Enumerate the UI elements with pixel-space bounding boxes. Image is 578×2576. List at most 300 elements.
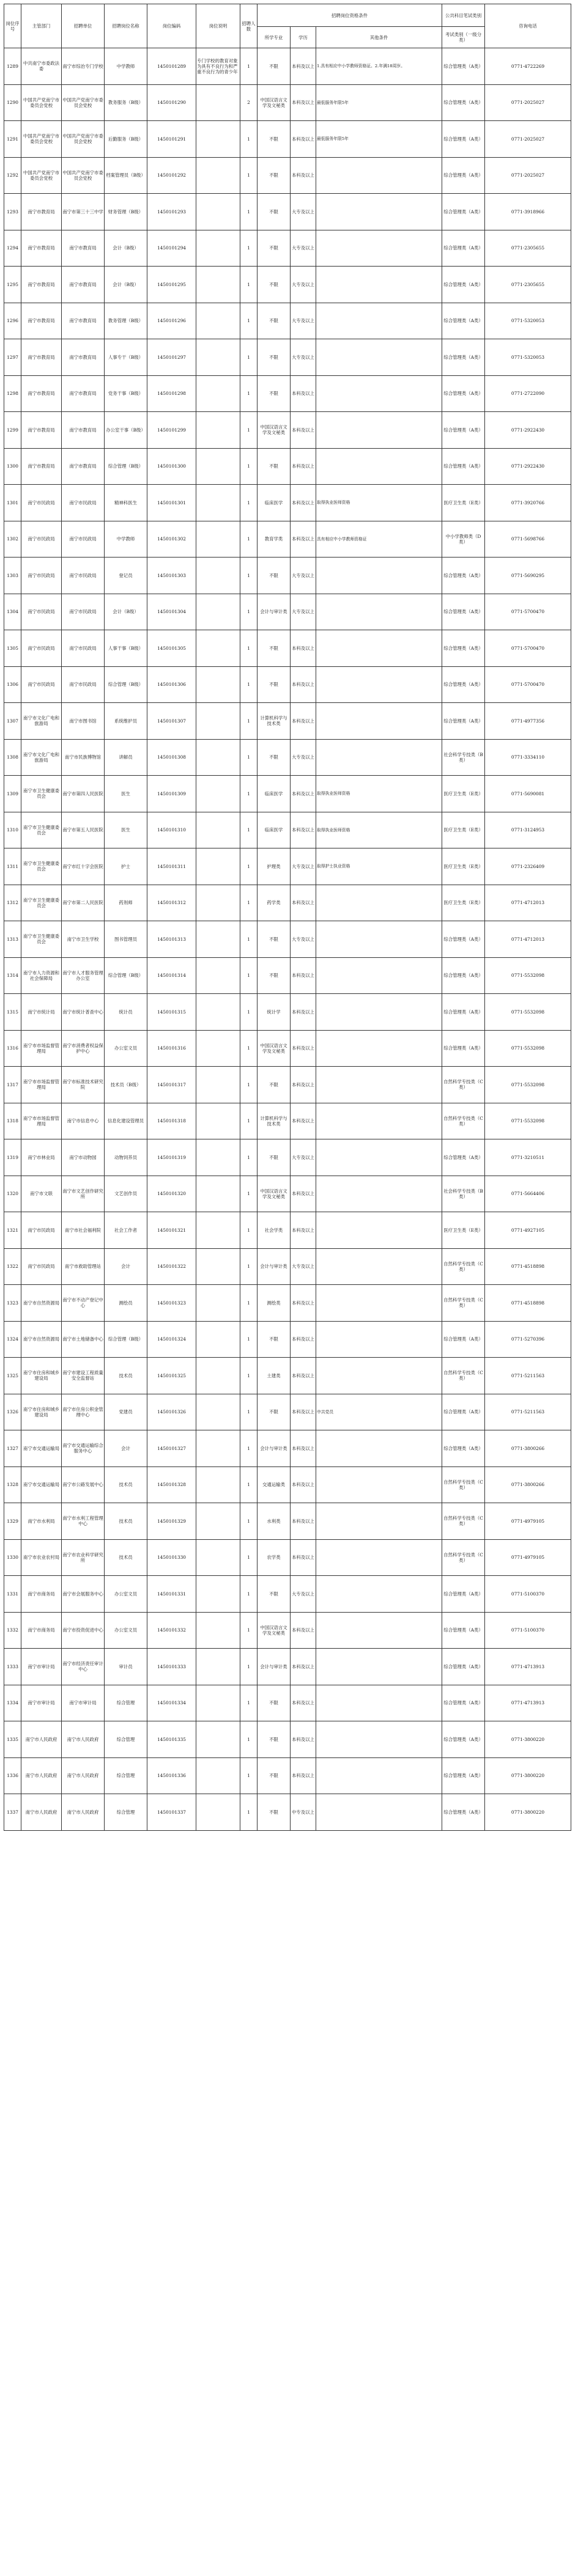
cell-desc xyxy=(196,1649,240,1685)
table-row xyxy=(4,703,571,740)
cell-major: 不限 xyxy=(258,157,291,194)
cell-post: 人事专干（B级） xyxy=(105,339,147,376)
cell-phone: 0771-5700470 xyxy=(485,630,571,667)
cell-post: 会计（B级） xyxy=(105,230,147,267)
cell-num: 1 xyxy=(240,1539,258,1576)
cell-phone: 0771-2722090 xyxy=(485,375,571,412)
cell-edu: 大专及以上 xyxy=(291,194,316,230)
table-row xyxy=(4,1176,571,1212)
cell-dept: 南宁市交通运输局 xyxy=(21,1466,62,1503)
table-header xyxy=(4,4,571,48)
cell-phone: 0771-4713913 xyxy=(485,1649,571,1685)
cell-phone: 0771-2305655 xyxy=(485,230,571,267)
cell-desc xyxy=(196,812,240,848)
cell-num: 1 xyxy=(240,558,258,594)
cell-exam: 综合管理类（A类） xyxy=(442,194,485,230)
cell-desc xyxy=(196,1103,240,1139)
cell-seq: 1294 xyxy=(4,230,21,267)
cell-edu: 大专及以上 xyxy=(291,594,316,630)
cell-dept: 南宁市民政局 xyxy=(21,1212,62,1249)
cell-major: 临床医学 xyxy=(258,812,291,848)
cell-code: 1450101322 xyxy=(147,1248,196,1285)
cell-other xyxy=(316,1757,442,1794)
cell-major: 不限 xyxy=(258,48,291,85)
cell-major: 不限 xyxy=(258,267,291,303)
cell-desc xyxy=(196,630,240,667)
cell-desc xyxy=(196,885,240,921)
cell-num: 1 xyxy=(240,339,258,376)
cell-num: 1 xyxy=(240,1430,258,1467)
cell-post: 办公室文员 xyxy=(105,1030,147,1067)
cell-unit: 南宁市教育局 xyxy=(62,267,105,303)
cell-dept: 南宁市教育局 xyxy=(21,230,62,267)
cell-post: 综合管理（B级） xyxy=(105,666,147,703)
header-seq: 岗位序号 xyxy=(4,4,21,48)
header-code: 岗位编码 xyxy=(147,4,196,48)
header-edu: 学历 xyxy=(291,27,316,48)
cell-desc xyxy=(196,485,240,521)
cell-dept: 南宁市自然资源局 xyxy=(21,1321,62,1358)
cell-desc xyxy=(196,1576,240,1613)
cell-other xyxy=(316,1576,442,1613)
cell-post: 讲解员 xyxy=(105,739,147,776)
cell-edu: 大专及以上 xyxy=(291,303,316,339)
cell-phone: 0771-4712013 xyxy=(485,921,571,958)
cell-num: 1 xyxy=(240,1794,258,1831)
cell-num: 2 xyxy=(240,84,258,121)
cell-major: 不限 xyxy=(258,1576,291,1613)
cell-dept: 南宁市教育局 xyxy=(21,339,62,376)
cell-major: 不限 xyxy=(258,921,291,958)
cell-unit: 南宁市社会福利院 xyxy=(62,1212,105,1249)
cell-seq: 1326 xyxy=(4,1394,21,1430)
cell-edu: 本科及以上 xyxy=(291,1685,316,1721)
cell-phone: 0771-3918966 xyxy=(485,194,571,230)
table-row xyxy=(4,1721,571,1758)
cell-seq: 1325 xyxy=(4,1358,21,1394)
cell-desc xyxy=(196,739,240,776)
cell-other xyxy=(316,1030,442,1067)
cell-major: 药学类 xyxy=(258,885,291,921)
cell-seq: 1314 xyxy=(4,957,21,994)
cell-unit: 南宁市红十字会医院 xyxy=(62,848,105,885)
cell-unit: 南宁市第三十三中学 xyxy=(62,194,105,230)
cell-other: 取得护士执业资格 xyxy=(316,848,442,885)
cell-num: 1 xyxy=(240,521,258,558)
cell-desc xyxy=(196,1539,240,1576)
cell-edu: 本科及以上 xyxy=(291,1212,316,1249)
cell-post: 测绘员 xyxy=(105,1285,147,1322)
cell-other xyxy=(316,994,442,1031)
cell-code: 1450101306 xyxy=(147,666,196,703)
cell-desc xyxy=(196,339,240,376)
cell-dept: 南宁市水利局 xyxy=(21,1503,62,1540)
table-row xyxy=(4,1394,571,1430)
cell-phone: 0771-4977356 xyxy=(485,703,571,740)
cell-post: 党建员 xyxy=(105,1394,147,1430)
cell-seq: 1295 xyxy=(4,267,21,303)
cell-dept: 南宁市统计局 xyxy=(21,994,62,1031)
cell-dept: 南宁市教育局 xyxy=(21,194,62,230)
cell-desc xyxy=(196,1394,240,1430)
table-row xyxy=(4,739,571,776)
cell-num: 1 xyxy=(240,1176,258,1212)
cell-post: 技术员 xyxy=(105,1539,147,1576)
cell-desc xyxy=(196,703,240,740)
table-row xyxy=(4,412,571,449)
cell-phone: 0771-4722269 xyxy=(485,48,571,85)
cell-phone: 0771-5320053 xyxy=(485,303,571,339)
cell-exam: 综合管理类（A类） xyxy=(442,412,485,449)
cell-code: 1450101337 xyxy=(147,1794,196,1831)
cell-phone: 0771-5664406 xyxy=(485,1176,571,1212)
cell-code: 1450101336 xyxy=(147,1757,196,1794)
cell-num: 1 xyxy=(240,848,258,885)
cell-desc xyxy=(196,1285,240,1322)
cell-dept: 南宁市文化广电和旅游局 xyxy=(21,739,62,776)
cell-num: 1 xyxy=(240,1103,258,1139)
cell-dept: 南宁市民政局 xyxy=(21,1248,62,1285)
cell-phone: 0771-5211563 xyxy=(485,1358,571,1394)
cell-unit: 南宁市投资促进中心 xyxy=(62,1612,105,1649)
cell-post: 会计（B级） xyxy=(105,267,147,303)
cell-phone: 0771-5698766 xyxy=(485,521,571,558)
cell-edu: 大专及以上 xyxy=(291,339,316,376)
cell-post: 综合管理 xyxy=(105,1757,147,1794)
cell-unit: 中国共产党南宁市委员会党校 xyxy=(62,121,105,158)
cell-num: 1 xyxy=(240,1503,258,1540)
cell-code: 1450101290 xyxy=(147,84,196,121)
cell-desc xyxy=(196,848,240,885)
cell-code: 1450101303 xyxy=(147,558,196,594)
cell-unit: 南宁市统计普查中心 xyxy=(62,994,105,1031)
cell-post: 医生 xyxy=(105,776,147,812)
cell-dept: 南宁市教育局 xyxy=(21,412,62,449)
cell-major: 护理类 xyxy=(258,848,291,885)
cell-post: 医生 xyxy=(105,812,147,848)
cell-dept: 南宁市民政局 xyxy=(21,485,62,521)
cell-exam: 综合管理类（A类） xyxy=(442,84,485,121)
cell-dept: 中国共产党南宁市委员会党校 xyxy=(21,121,62,158)
cell-major: 中国汉语言文学及文秘类 xyxy=(258,1176,291,1212)
cell-other xyxy=(316,1685,442,1721)
cell-major: 不限 xyxy=(258,303,291,339)
cell-unit: 南宁市教育局 xyxy=(62,303,105,339)
cell-seq: 1333 xyxy=(4,1649,21,1685)
cell-desc xyxy=(196,303,240,339)
cell-other xyxy=(316,1285,442,1322)
cell-seq: 1327 xyxy=(4,1430,21,1467)
cell-exam: 医疗卫生类（E类） xyxy=(442,885,485,921)
cell-dept: 南宁市民政局 xyxy=(21,594,62,630)
cell-exam: 综合管理类（A类） xyxy=(442,267,485,303)
table-row xyxy=(4,594,571,630)
cell-exam: 社会科学专技类（B类） xyxy=(442,739,485,776)
cell-phone: 0771-5270396 xyxy=(485,1321,571,1358)
cell-desc xyxy=(196,957,240,994)
cell-seq: 1323 xyxy=(4,1285,21,1322)
cell-seq: 1313 xyxy=(4,921,21,958)
cell-num: 1 xyxy=(240,157,258,194)
cell-seq: 1324 xyxy=(4,1321,21,1358)
cell-other xyxy=(316,703,442,740)
cell-num: 1 xyxy=(240,303,258,339)
cell-edu: 本科及以上 xyxy=(291,157,316,194)
cell-code: 1450101314 xyxy=(147,957,196,994)
cell-dept: 南宁市卫生健康委员会 xyxy=(21,921,62,958)
cell-desc xyxy=(196,1466,240,1503)
cell-code: 1450101307 xyxy=(147,703,196,740)
cell-post: 药剂师 xyxy=(105,885,147,921)
cell-seq: 1291 xyxy=(4,121,21,158)
cell-phone: 0771-4979105 xyxy=(485,1539,571,1576)
cell-unit: 南宁市消费者权益保护中心 xyxy=(62,1030,105,1067)
cell-edu: 本科及以上 xyxy=(291,666,316,703)
cell-unit: 南宁市图书馆 xyxy=(62,703,105,740)
cell-desc xyxy=(196,666,240,703)
cell-num: 1 xyxy=(240,194,258,230)
cell-dept: 南宁市林业局 xyxy=(21,1139,62,1176)
cell-exam: 综合管理类（A类） xyxy=(442,1794,485,1831)
cell-other: 最低服务年限5年 xyxy=(316,121,442,158)
cell-major: 不限 xyxy=(258,1321,291,1358)
cell-code: 1450101311 xyxy=(147,848,196,885)
cell-dept: 南宁市人力资源和社会保障局 xyxy=(21,957,62,994)
cell-post: 综合管理 xyxy=(105,1794,147,1831)
cell-desc xyxy=(196,558,240,594)
cell-phone: 0771-5100370 xyxy=(485,1612,571,1649)
cell-edu: 本科及以上 xyxy=(291,1394,316,1430)
cell-other xyxy=(316,303,442,339)
table-row xyxy=(4,1321,571,1358)
cell-post: 系统维护员 xyxy=(105,703,147,740)
cell-other xyxy=(316,1430,442,1467)
table-row xyxy=(4,1067,571,1103)
cell-edu: 本科及以上 xyxy=(291,121,316,158)
cell-dept: 南宁市市场监督管理局 xyxy=(21,1030,62,1067)
table-row xyxy=(4,1685,571,1721)
cell-other xyxy=(316,1503,442,1540)
cell-unit: 南宁市教育局 xyxy=(62,339,105,376)
cell-phone: 0771-2025027 xyxy=(485,157,571,194)
cell-unit: 南宁市建设工程质量安全监督站 xyxy=(62,1358,105,1394)
cell-edu: 大专及以上 xyxy=(291,1576,316,1613)
cell-desc xyxy=(196,230,240,267)
cell-code: 1450101310 xyxy=(147,812,196,848)
cell-seq: 1311 xyxy=(4,848,21,885)
cell-unit: 南宁市综治专门学校 xyxy=(62,48,105,85)
cell-num: 1 xyxy=(240,666,258,703)
cell-seq: 1336 xyxy=(4,1757,21,1794)
cell-unit: 南宁市文艺创作研究所 xyxy=(62,1176,105,1212)
cell-num: 1 xyxy=(240,1139,258,1176)
cell-code: 1450101293 xyxy=(147,194,196,230)
cell-num: 1 xyxy=(240,812,258,848)
table-row xyxy=(4,48,571,85)
header-desc: 岗位说明 xyxy=(196,4,240,48)
cell-phone: 0771-5532098 xyxy=(485,1103,571,1139)
cell-exam: 综合管理类（A类） xyxy=(442,1576,485,1613)
header-exam: 考试类别（一级分类） xyxy=(442,27,485,48)
cell-dept: 南宁市商务局 xyxy=(21,1612,62,1649)
table-row xyxy=(4,84,571,121)
cell-exam: 社会科学专技类（B类） xyxy=(442,1176,485,1212)
cell-other xyxy=(316,957,442,994)
cell-major: 不限 xyxy=(258,375,291,412)
cell-unit: 南宁市第二人民医院 xyxy=(62,885,105,921)
header-major: 所学专业 xyxy=(258,27,291,48)
cell-unit: 南宁市经济责任审计中心 xyxy=(62,1649,105,1685)
cell-other: 取得执业医师资格 xyxy=(316,485,442,521)
cell-seq: 1337 xyxy=(4,1794,21,1831)
cell-edu: 大专及以上 xyxy=(291,267,316,303)
cell-seq: 1293 xyxy=(4,194,21,230)
cell-edu: 本科及以上 xyxy=(291,1503,316,1540)
cell-dept: 南宁市人民政府 xyxy=(21,1757,62,1794)
cell-other xyxy=(316,1721,442,1758)
cell-dept: 中国共产党南宁市委员会党校 xyxy=(21,157,62,194)
cell-phone: 0771-3800220 xyxy=(485,1757,571,1794)
cell-seq: 1329 xyxy=(4,1503,21,1540)
cell-unit: 南宁市教育局 xyxy=(62,375,105,412)
cell-unit: 南宁市民政局 xyxy=(62,558,105,594)
cell-post: 办公室干事（B级） xyxy=(105,412,147,449)
cell-phone: 0771-3800220 xyxy=(485,1794,571,1831)
cell-seq: 1319 xyxy=(4,1139,21,1176)
cell-other: 最低服务年限5年 xyxy=(316,84,442,121)
cell-code: 1450101329 xyxy=(147,1503,196,1540)
cell-dept: 南宁市农业农村局 xyxy=(21,1539,62,1576)
cell-post: 信息化建设管理员 xyxy=(105,1103,147,1139)
cell-edu: 本科及以上 xyxy=(291,1321,316,1358)
cell-major: 计算机科学与技术类 xyxy=(258,1103,291,1139)
cell-desc xyxy=(196,1212,240,1249)
cell-seq: 1308 xyxy=(4,739,21,776)
cell-major: 不限 xyxy=(258,558,291,594)
cell-post: 党务干事（B级） xyxy=(105,375,147,412)
cell-num: 1 xyxy=(240,957,258,994)
cell-edu: 本科及以上 xyxy=(291,1466,316,1503)
cell-post: 办公室文员 xyxy=(105,1612,147,1649)
cell-unit: 南宁市标准技术研究院 xyxy=(62,1067,105,1103)
cell-seq: 1318 xyxy=(4,1103,21,1139)
cell-seq: 1312 xyxy=(4,885,21,921)
cell-major: 会计与审计类 xyxy=(258,1430,291,1467)
cell-major: 会计与审计类 xyxy=(258,1649,291,1685)
table-row xyxy=(4,1212,571,1249)
cell-unit: 南宁市人民政府 xyxy=(62,1757,105,1794)
cell-phone: 0771-2326409 xyxy=(485,848,571,885)
cell-phone: 0771-4713913 xyxy=(485,1685,571,1721)
table-row xyxy=(4,267,571,303)
cell-edu: 本科及以上 xyxy=(291,1430,316,1467)
cell-num: 1 xyxy=(240,448,258,485)
table-row xyxy=(4,1030,571,1067)
cell-other xyxy=(316,739,442,776)
cell-major: 会计与审计类 xyxy=(258,1248,291,1285)
cell-edu: 本科及以上 xyxy=(291,485,316,521)
cell-post: 财务管理（B级） xyxy=(105,194,147,230)
cell-unit: 南宁市民政局 xyxy=(62,485,105,521)
cell-seq: 1321 xyxy=(4,1212,21,1249)
cell-edu: 本科及以上 xyxy=(291,84,316,121)
cell-seq: 1296 xyxy=(4,303,21,339)
cell-phone: 0771-4518898 xyxy=(485,1285,571,1322)
cell-seq: 1304 xyxy=(4,594,21,630)
cell-unit: 南宁市住房公积金管理中心 xyxy=(62,1394,105,1430)
cell-major: 临床医学 xyxy=(258,485,291,521)
cell-phone: 0771-3124953 xyxy=(485,812,571,848)
cell-code: 1450101291 xyxy=(147,121,196,158)
cell-num: 1 xyxy=(240,1248,258,1285)
cell-code: 1450101319 xyxy=(147,1139,196,1176)
cell-exam: 医疗卫生类（E类） xyxy=(442,812,485,848)
cell-post: 技术员 xyxy=(105,1466,147,1503)
cell-exam: 综合管理类（A类） xyxy=(442,630,485,667)
table-row xyxy=(4,1358,571,1394)
cell-other: 中共党员 xyxy=(316,1394,442,1430)
cell-seq: 1292 xyxy=(4,157,21,194)
cell-exam: 综合管理类（A类） xyxy=(442,157,485,194)
cell-unit: 南宁市不动产登记中心 xyxy=(62,1285,105,1322)
cell-exam: 综合管理类（A类） xyxy=(442,1757,485,1794)
cell-desc xyxy=(196,412,240,449)
cell-code: 1450101335 xyxy=(147,1721,196,1758)
cell-desc xyxy=(196,594,240,630)
cell-post: 后勤服务（B级） xyxy=(105,121,147,158)
cell-seq: 1305 xyxy=(4,630,21,667)
table-row xyxy=(4,848,571,885)
cell-other xyxy=(316,1649,442,1685)
cell-desc xyxy=(196,521,240,558)
cell-unit: 南宁市民政局 xyxy=(62,594,105,630)
cell-num: 1 xyxy=(240,1394,258,1430)
cell-exam: 综合管理类（A类） xyxy=(442,703,485,740)
cell-post: 动物饲养员 xyxy=(105,1139,147,1176)
cell-post: 技术员（B级） xyxy=(105,1067,147,1103)
cell-edu: 本科及以上 xyxy=(291,1539,316,1576)
cell-exam: 综合管理类（A类） xyxy=(442,994,485,1031)
cell-unit: 南宁市救助管理站 xyxy=(62,1248,105,1285)
cell-major: 不限 xyxy=(258,957,291,994)
cell-desc xyxy=(196,1721,240,1758)
cell-other xyxy=(316,339,442,376)
header-other: 其他条件 xyxy=(316,27,442,48)
cell-exam: 综合管理类（A类） xyxy=(442,121,485,158)
cell-post: 中学教师 xyxy=(105,521,147,558)
cell-code: 1450101313 xyxy=(147,921,196,958)
cell-major: 土建类 xyxy=(258,1358,291,1394)
cell-seq: 1300 xyxy=(4,448,21,485)
cell-post: 办公室文员 xyxy=(105,1576,147,1613)
cell-dept: 南宁市交通运输局 xyxy=(21,1430,62,1467)
cell-major: 不限 xyxy=(258,1685,291,1721)
cell-other xyxy=(316,1176,442,1212)
cell-code: 1450101296 xyxy=(147,303,196,339)
cell-dept: 南宁市教育局 xyxy=(21,267,62,303)
cell-edu: 大专及以上 xyxy=(291,739,316,776)
cell-code: 1450101297 xyxy=(147,339,196,376)
cell-post: 文艺创作员 xyxy=(105,1176,147,1212)
cell-unit: 南宁市教育局 xyxy=(62,412,105,449)
table-row xyxy=(4,1757,571,1794)
cell-dept: 南宁市人民政府 xyxy=(21,1794,62,1831)
cell-exam: 综合管理类（A类） xyxy=(442,1030,485,1067)
cell-num: 1 xyxy=(240,48,258,85)
cell-code: 1450101328 xyxy=(147,1466,196,1503)
cell-num: 1 xyxy=(240,1285,258,1322)
cell-other: 取得执业医师资格 xyxy=(316,812,442,848)
